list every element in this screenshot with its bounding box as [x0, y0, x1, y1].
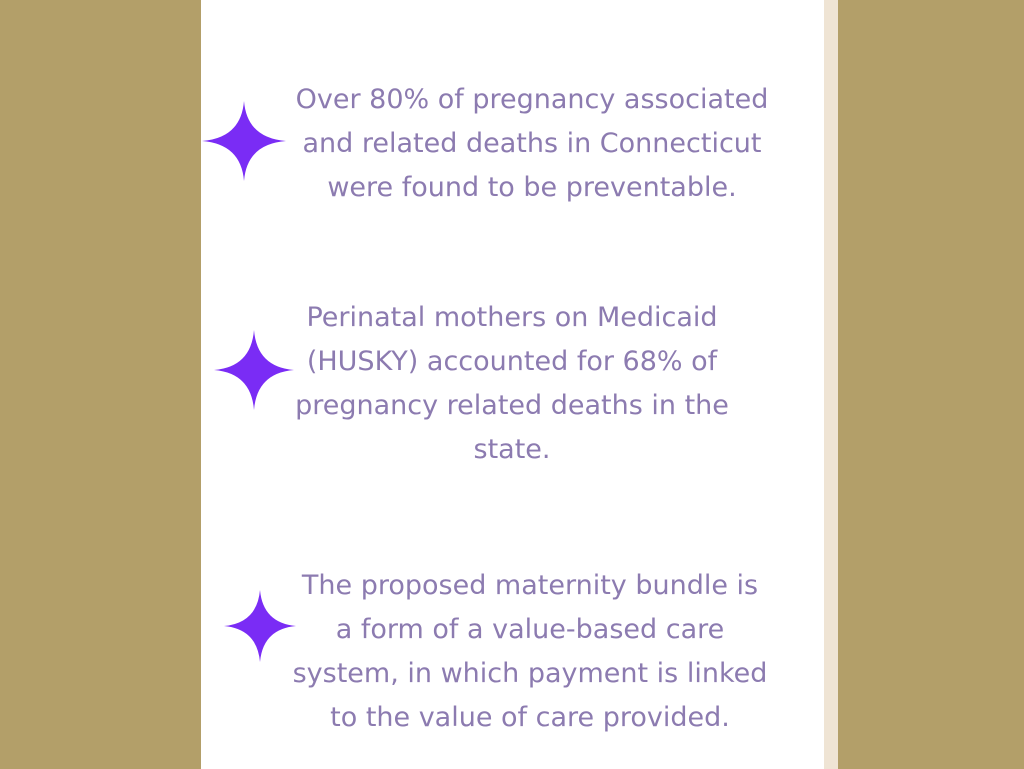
fact-line: Perinatal mothers on Medicaid	[306, 302, 718, 333]
fact-line: (HUSKY) accounted for 68% of	[306, 346, 718, 377]
left-background-band	[0, 0, 201, 769]
fact-line: system, in which payment is linked	[292, 658, 768, 689]
fact-text-preventable-deaths	[282, 78, 782, 210]
fact-text-medicaid-deaths	[272, 296, 752, 472]
fact-line: pregnancy related deaths in the	[295, 390, 729, 421]
sparkle-icon	[202, 101, 286, 181]
fact-line: to the value of care provided.	[330, 702, 730, 733]
fact-line: a form of a value-based care	[335, 614, 725, 645]
fact-text-maternity-bundle	[280, 564, 780, 740]
fact-line: were found to be preventable.	[327, 172, 737, 203]
fact-line: state.	[473, 434, 551, 465]
right-background-band	[838, 0, 1024, 769]
fact-line: and related deaths in Connecticut	[302, 128, 762, 159]
fact-line: Over 80% of pregnancy associated	[295, 84, 769, 115]
fact-line: The proposed maternity bundle is	[301, 570, 759, 601]
right-panel-edge	[824, 0, 838, 769]
